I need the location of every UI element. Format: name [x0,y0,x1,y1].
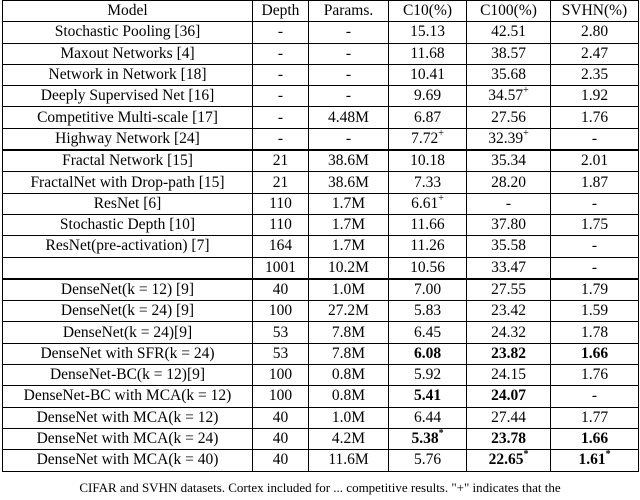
cell-value: 7.8M [331,344,366,362]
cell-value: 110 [269,194,292,212]
table-cell-params [309,64,389,85]
table-row [3,214,639,235]
table-cell-c10 [389,322,467,343]
cell-value: - [277,23,284,41]
cell-value: Stochastic Pooling [36] [54,23,201,41]
table-cell-c100 [467,86,551,107]
table-cell-c10 [389,128,467,150]
table-row [3,343,639,364]
table-cell-c100 [467,386,551,407]
table-cell-model [3,193,253,214]
table-cell-model [3,43,253,64]
table-cell-svhn [551,64,639,85]
table-cell-c100 [467,301,551,322]
table-cell-c10 [389,214,467,235]
cell-value: 1.87 [580,173,609,191]
cell-value: - [591,387,598,405]
table-cell-model [3,172,253,193]
cell-value: - [591,258,598,276]
cell-value: Competitive Multi-scale [17] [37,108,218,126]
table-cell-depth [253,43,309,64]
cell-value: - [277,108,284,126]
cell-value: 21 [272,152,289,170]
cell-value: 2.35 [580,66,609,84]
cell-value: 1.79 [580,281,609,298]
cell-value: 38.6M [328,152,369,170]
cell-value: 5.38 [411,430,439,448]
table-cell-c100 [467,257,551,279]
header-model: Model [3,1,253,22]
cell-value: 6.87 [413,108,442,126]
cell-value: Deeply Supervised Net [16] [40,87,215,105]
header-depth: Depth [253,1,309,22]
table-cell-params [309,43,389,64]
cell-value: 21 [272,173,289,191]
table-cell-c10 [389,150,467,172]
table-cell-model [3,279,253,301]
cell-value: 32.39 [488,129,524,147]
table-cell-svhn [551,257,639,279]
table-cell-c100 [467,214,551,235]
table-cell-svhn [551,386,639,407]
table-cell-depth [253,128,309,150]
table-cell-c10 [389,279,467,301]
table-cell-model [3,428,253,449]
cell-value: 1.78 [580,323,609,341]
cell-value: 4.48M [328,108,369,126]
cell-value: 24.07 [491,387,526,405]
table-row [3,365,639,386]
cell-value: 40 [272,408,289,426]
cell-value: Maxout Networks [4] [60,44,195,62]
table-caption: CIFAR and SVHN datasets. Cortex included for ... competitive results. "+" indicates that the [79,480,561,495]
cell-value: Fractal Network [15] [62,152,193,170]
cell-value: 1.92 [580,87,609,105]
cell-value: 1.66 [580,344,609,362]
table-cell-c100 [467,107,551,128]
cell-value: 10.18 [410,152,445,170]
cell-value: 1.7M [331,237,366,255]
table-row [3,301,639,322]
cell-value: 11.6M [328,451,369,469]
table-cell-svhn [551,407,639,428]
cell-value: 24.15 [491,366,526,384]
table-cell-depth [253,257,309,279]
cell-value: 6.08 [413,344,442,362]
cell-value: - [591,194,598,212]
cell-value: ResNet(pre-activation) [7] [45,237,210,255]
cell-value: 11.68 [410,44,445,62]
cell-value: 15.13 [410,23,445,41]
table-cell-c10 [389,86,467,107]
cell-value: 42.51 [491,23,526,41]
table-cell-svhn [551,43,639,64]
table-cell-svhn [551,193,639,214]
cell-value: 10.41 [410,66,445,84]
cell-value: - [505,194,512,212]
table-cell-model [3,22,253,43]
table-cell-c10 [389,428,467,449]
table-cell-svhn [551,22,639,43]
table-cell-depth [253,301,309,322]
table-cell-params [309,322,389,343]
cell-value: 1.76 [580,366,609,384]
cell-value: 24.32 [491,323,526,341]
table-cell-params [309,450,389,471]
table-cell-c10 [389,407,467,428]
table-row [3,322,639,343]
table-cell-svhn [551,428,639,449]
cell-value: 27.56 [491,108,526,126]
cell-value: 1001 [265,258,296,276]
cell-value: - [591,237,598,255]
cell-value: DenseNet with MCA(k = 12) [36,408,219,426]
table-cell-model [3,407,253,428]
cell-value: DenseNet(k = 24) [9] [60,302,195,320]
cell-value: - [345,44,352,62]
table-cell-depth [253,365,309,386]
table-cell-c100 [467,279,551,301]
table-cell-params [309,279,389,301]
cell-value: 100 [268,366,293,384]
table-cell-model [3,64,253,85]
cell-value: 100 [268,387,293,405]
table-cell-params [309,407,389,428]
cell-value: 110 [269,216,292,234]
table-cell-model [3,107,253,128]
cell-value: 1.76 [580,108,609,126]
cell-value: 6.44 [413,408,442,426]
cell-value: 164 [268,237,293,255]
cell-value: DenseNet with MCA(k = 40) [36,451,219,469]
table-cell-params [309,86,389,107]
table-cell-svhn [551,322,639,343]
cell-value: Highway Network [24] [55,129,200,147]
table-row [3,172,639,193]
table-cell-depth [253,386,309,407]
table-cell-model [3,450,253,471]
table-cell-depth [253,193,309,214]
table-cell-depth [253,107,309,128]
table-row [3,407,639,428]
header-svhn: SVHN(%) [551,1,639,22]
cell-value: 35.58 [491,237,526,255]
results-table [2,0,639,472]
table-cell-svhn [551,150,639,172]
table-cell-params [309,22,389,43]
cell-value: ResNet [6] [93,194,162,212]
cell-value: 38.6M [328,173,369,191]
cell-value: 40 [272,430,289,448]
header-c10: C10(%) [389,1,467,22]
table-cell-params [309,214,389,235]
table-cell-svhn [551,450,639,471]
table-cell-depth [253,214,309,235]
table-cell-c10 [389,365,467,386]
table-cell-model [3,86,253,107]
table-cell-svhn [551,301,639,322]
table-cell-c100 [467,428,551,449]
table-cell-svhn [551,236,639,257]
cell-value: 28.20 [491,173,526,191]
table-cell-params [309,193,389,214]
table-cell-depth [253,407,309,428]
table-cell-c100 [467,236,551,257]
cell-value: 22.65 [488,451,524,469]
table-cell-c10 [389,193,467,214]
cell-value: 11.26 [410,237,445,255]
cell-value: 1.7M [331,194,366,212]
table-cell-params [309,386,389,407]
cell-value: - [345,129,352,147]
footnote-mark: * [438,427,444,439]
cell-value: 23.42 [491,302,526,320]
table-row [3,428,639,449]
cell-value: 53 [272,344,289,362]
table-cell-params [309,301,389,322]
header-c100: C100(%) [467,1,551,22]
table-cell-depth [253,279,309,301]
cell-value: 10.2M [328,258,369,276]
table-cell-c100 [467,43,551,64]
footnote-mark: + [438,192,444,204]
table-cell-svhn [551,279,639,301]
table-cell-model [3,150,253,172]
cell-value: 27.44 [491,408,526,426]
table-cell-model [3,365,253,386]
table-cell-params [309,150,389,172]
table-row [3,128,639,150]
table-cell-params [309,343,389,364]
table-cell-c10 [389,22,467,43]
cell-value: 40 [272,281,289,298]
table-row [3,107,639,128]
table-cell-depth [253,86,309,107]
cell-value: 53 [272,323,289,341]
cell-value: 7.72 [411,129,439,147]
table-cell-c100 [467,322,551,343]
cell-value: 1.75 [580,216,609,234]
cell-value: 0.8M [331,366,366,384]
table-cell-params [309,365,389,386]
cell-value: 37.80 [491,216,526,234]
cell-value: 5.92 [413,366,442,384]
table-cell-c10 [389,301,467,322]
header-params: Params. [309,1,389,22]
table-cell-params [309,428,389,449]
table-row [3,64,639,85]
table-cell-c10 [389,386,467,407]
table-cell-svhn [551,343,639,364]
table-cell-svhn [551,365,639,386]
table-cell-c100 [467,22,551,43]
table-cell-c10 [389,450,467,471]
table-cell-c100 [467,450,551,471]
table-cell-c10 [389,64,467,85]
cell-value: DenseNet(k = 12) [9] [60,281,195,298]
cell-value: 0.8M [331,387,366,405]
cell-value: Network in Network [18] [48,66,207,84]
cell-value: 1.7M [331,216,366,234]
cell-value: - [277,66,284,84]
cell-value: - [277,44,284,62]
cell-value: 7.33 [413,173,442,191]
table-cell-depth [253,236,309,257]
cell-value: - [345,87,352,105]
cell-value: FractalNet with Drop-path [15] [30,173,225,191]
table-cell-model [3,322,253,343]
cell-value: 1.0M [331,281,366,298]
cell-value: - [277,129,284,147]
cell-value: 27.2M [328,302,369,320]
cell-value: - [345,66,352,84]
table-cell-c100 [467,193,551,214]
table-cell-c100 [467,172,551,193]
table-cell-c100 [467,64,551,85]
table-cell-svhn [551,107,639,128]
cell-value: - [277,87,284,105]
cell-value: 23.78 [491,430,526,448]
table-cell-params [309,172,389,193]
cell-value: DenseNet with MCA(k = 24) [36,430,219,448]
table-cell-depth [253,450,309,471]
table-cell-depth [253,322,309,343]
cell-value: 40 [272,451,289,469]
cell-value: 5.76 [413,451,442,469]
table-cell-model [3,236,253,257]
footnote-mark: + [438,127,444,139]
cell-value: 1.77 [580,408,609,426]
cell-value: 2.47 [580,44,609,62]
cell-value: DenseNet(k = 24)[9] [62,323,193,341]
cell-value: 4.2M [331,430,366,448]
header-row [3,1,639,22]
cell-value: 10.56 [410,258,445,276]
table-cell-params [309,128,389,150]
table-cell-model [3,343,253,364]
table-cell-depth [253,343,309,364]
table-cell-c10 [389,172,467,193]
table-row [3,257,639,279]
table-cell-params [309,236,389,257]
table-cell-c100 [467,128,551,150]
cell-value: 33.47 [491,258,526,276]
cell-value: 100 [268,302,293,320]
table-cell-depth [253,64,309,85]
cell-value: 27.55 [491,281,526,298]
table-row [3,22,639,43]
table-row [3,450,639,471]
cell-value: 5.41 [413,387,442,405]
table-cell-model [3,257,253,279]
table-cell-svhn [551,172,639,193]
table-cell-svhn [551,214,639,235]
cell-value: 2.01 [580,152,609,170]
cell-value: 1.66 [580,430,609,448]
table-cell-svhn [551,86,639,107]
table-cell-c10 [389,43,467,64]
table-cell-c10 [389,236,467,257]
table-cell-params [309,257,389,279]
cell-value: 1.59 [580,302,609,320]
footnote-mark: * [605,449,611,461]
footnote-mark: + [523,127,529,139]
table-cell-c100 [467,343,551,364]
cell-value: 23.82 [491,344,526,362]
table-cell-model [3,128,253,150]
table-row [3,236,639,257]
table-cell-depth [253,22,309,43]
table-cell-depth [253,172,309,193]
cell-value: 5.83 [413,302,442,320]
cell-value: 38.57 [491,44,526,62]
table-row [3,193,639,214]
cell-value: 35.68 [491,66,526,84]
table-cell-c10 [389,107,467,128]
cell-value: DenseNet-BC(k = 12)[9] [49,366,206,384]
cell-value: 2.80 [580,23,609,41]
cell-value: 1.0M [331,408,366,426]
table-row [3,279,639,301]
table-cell-svhn [551,128,639,150]
cell-value: 35.34 [491,152,526,170]
cell-value: - [345,23,352,41]
table-cell-c10 [389,257,467,279]
cell-value: 6.45 [413,323,442,341]
table-cell-c100 [467,365,551,386]
cell-value: DenseNet-BC with MCA(k = 12) [23,387,232,405]
cell-value: 6.61 [411,194,439,212]
cell-value: 34.57 [488,87,524,105]
footnote-mark: + [523,85,529,97]
table-row [3,86,639,107]
cell-value: - [591,129,598,147]
table-cell-model [3,386,253,407]
table-cell-c100 [467,150,551,172]
cell-value: 11.66 [410,216,445,234]
cell-value: 7.8M [331,323,366,341]
table-cell-depth [253,150,309,172]
cell-value: DenseNet with SFR(k = 24) [40,344,215,362]
cell-value: 1.61 [578,451,606,469]
table-row [3,386,639,407]
cell-value: 7.00 [413,281,442,298]
table-cell-params [309,107,389,128]
cell-value: Stochastic Depth [10] [59,216,196,234]
cell-value: 9.69 [413,87,442,105]
table-row [3,150,639,172]
table-cell-model [3,301,253,322]
table-row [3,43,639,64]
table-cell-model [3,214,253,235]
table-cell-c10 [389,343,467,364]
table-cell-depth [253,428,309,449]
footnote-mark: * [523,449,529,461]
table-cell-c100 [467,407,551,428]
